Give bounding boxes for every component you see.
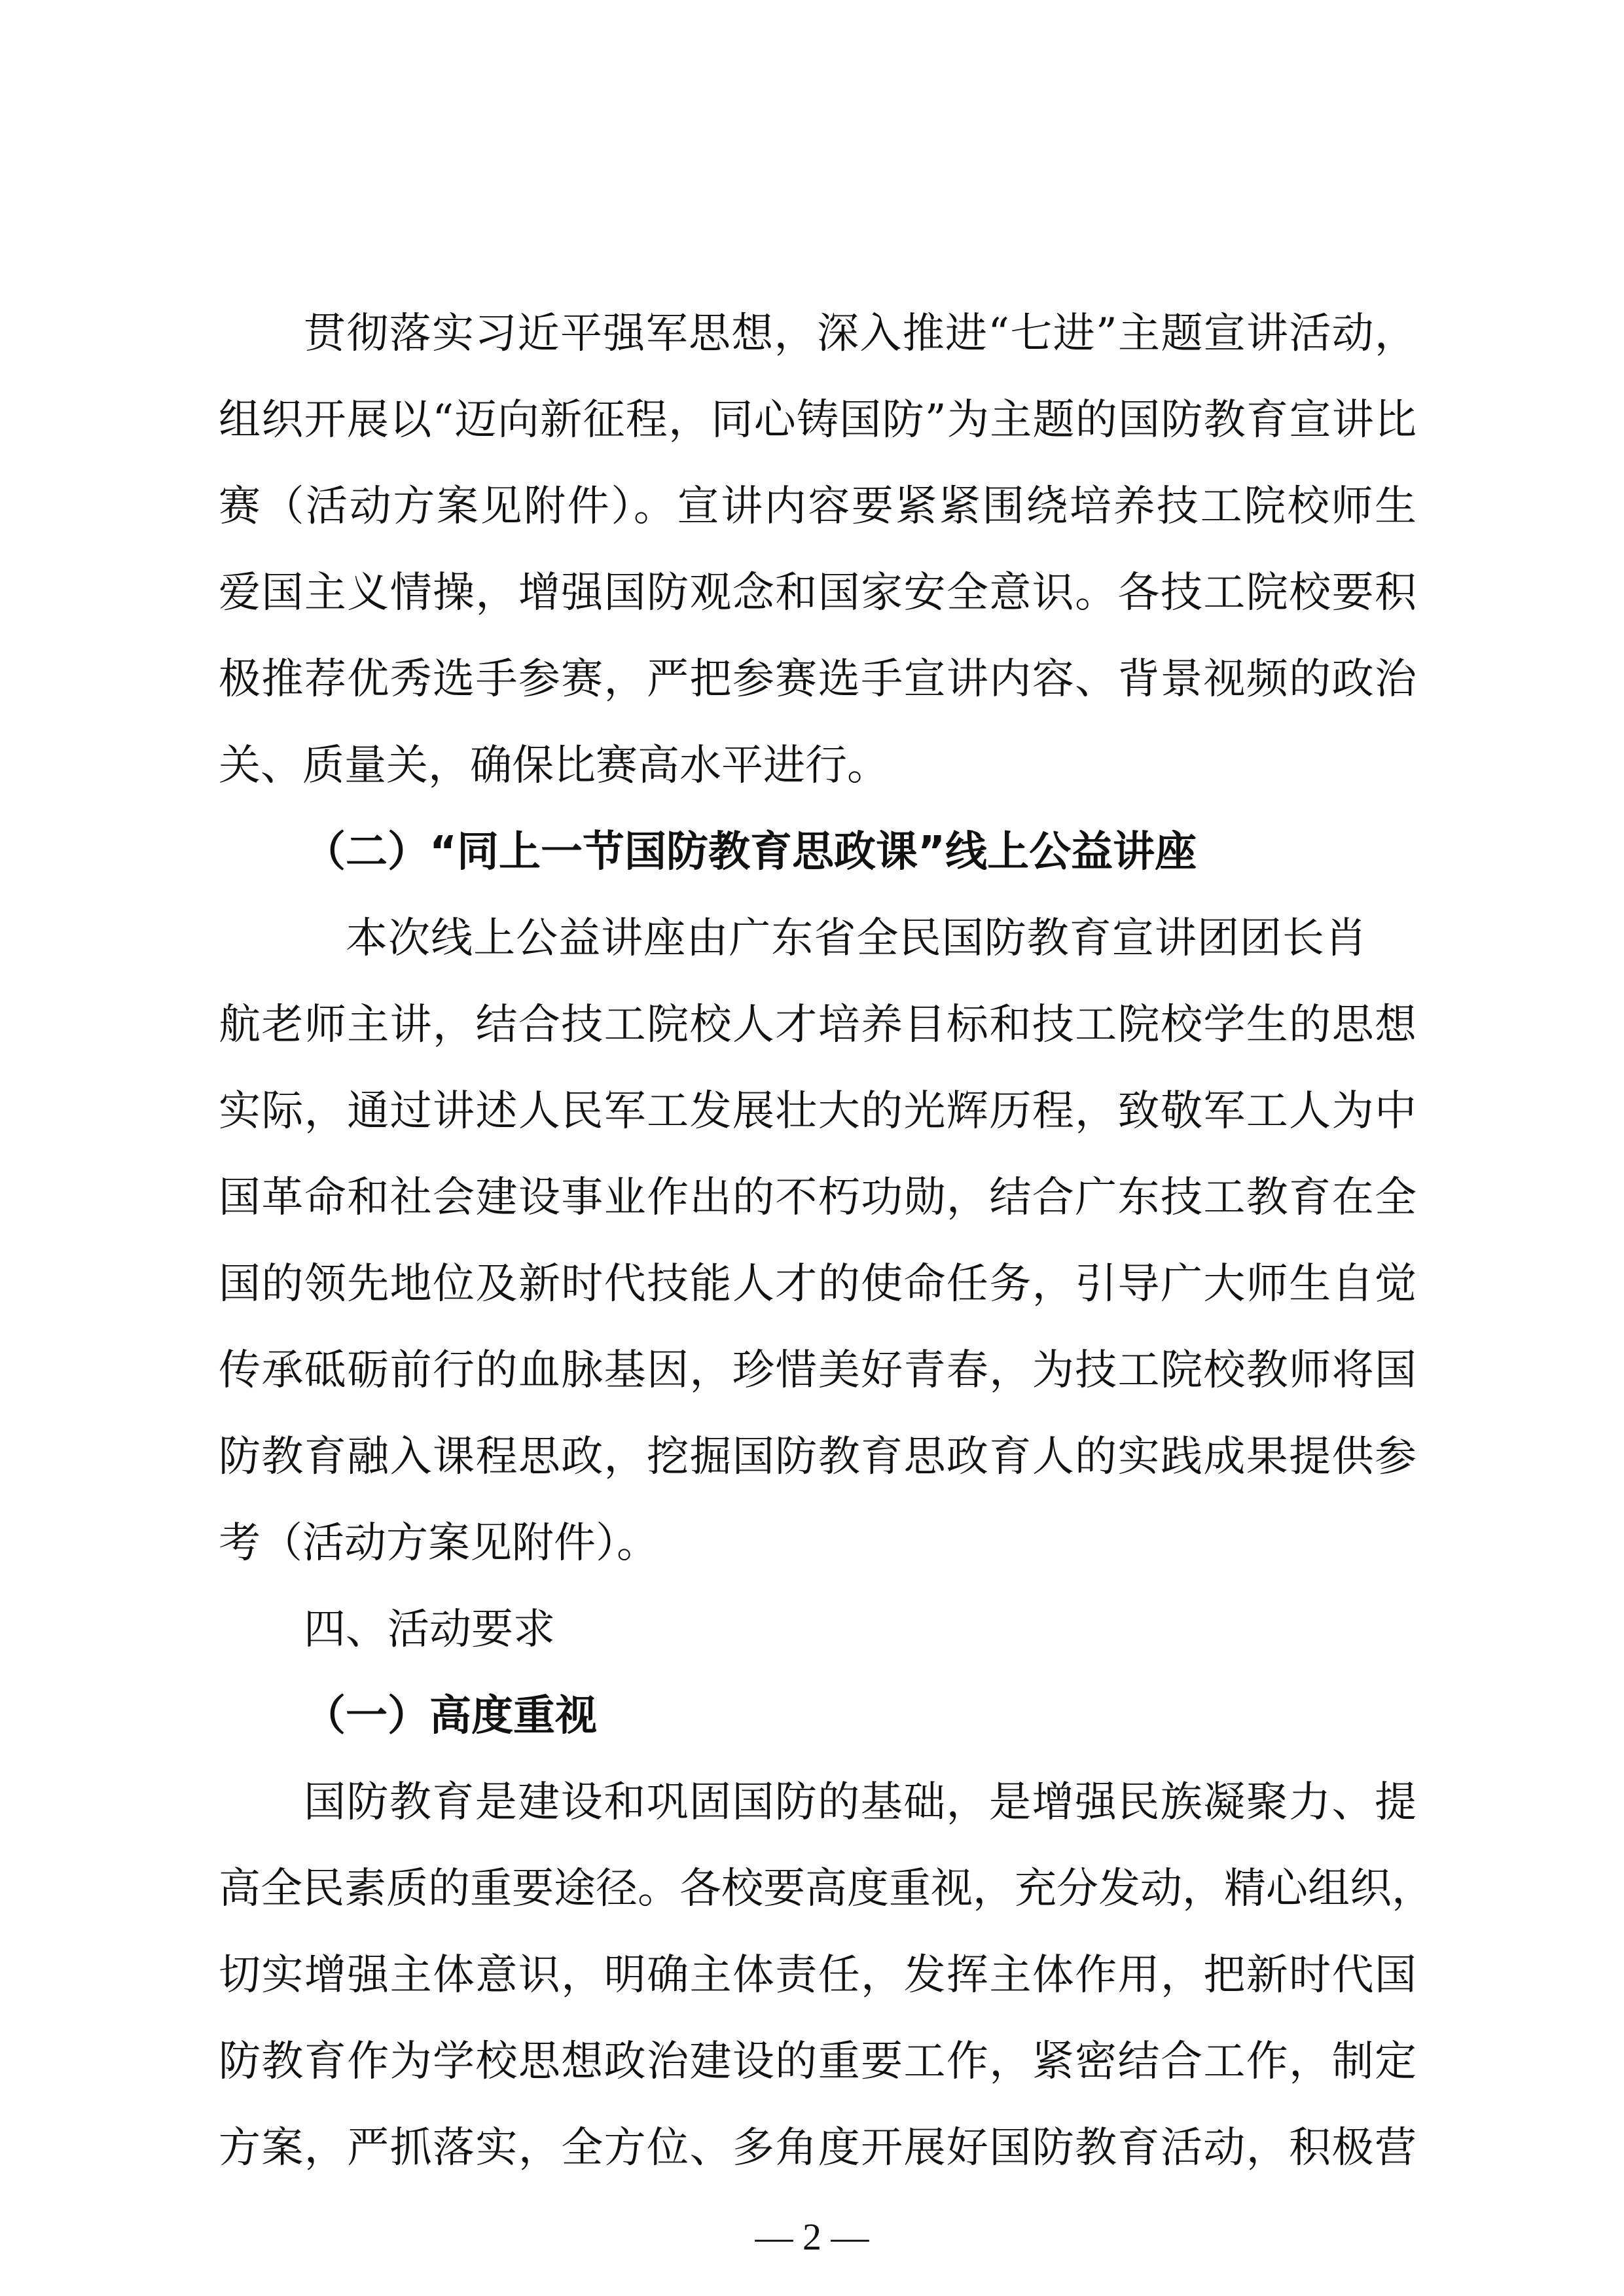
paragraph-line: 考（活动方案见附件）。 xyxy=(219,1519,659,1568)
paragraph-line: 组织开展以“迈向新征程，同心铸国防”为主题的国防教育宣讲比 xyxy=(219,396,1416,444)
paragraph-line: 本次线上公益讲座由广东省全民国防教育宣讲团团长肖 xyxy=(346,914,1367,963)
page-number: — 2 — xyxy=(755,2215,869,2258)
paragraph-line: 国防教育是建设和巩固国防的基础，是增强民族凝聚力、提 xyxy=(304,1778,1416,1827)
paragraph-line: 极推荐优秀选手参赛，严把参赛选手宣讲内容、背景视频的政治 xyxy=(219,655,1416,704)
paragraph-line: 航老师主讲，结合技工院校人才培养目标和技工院校学生的思想 xyxy=(219,1001,1416,1049)
paragraph-line: 赛（活动方案见附件）。宣讲内容要紧紧围绕培养技工院校师生 xyxy=(219,482,1416,531)
paragraph-line: 关、质量关，确保比赛高水平进行。 xyxy=(219,742,889,790)
section-heading-activity-requirements: 四、活动要求 xyxy=(304,1605,555,1654)
paragraph-line: 爱国主义情操，增强国防观念和国家安全意识。各技工院校要积 xyxy=(219,569,1416,617)
section-heading-online-lecture: （二）“同上一节国防教育思政课”线上公益讲座 xyxy=(304,828,1197,876)
paragraph-line: 传承砥砺前行的血脉基因，珍惜美好青春，为技工院校教师将国 xyxy=(219,1346,1416,1395)
paragraph-line: 高全民素质的重要途径。各校要高度重视，充分发动，精心组织， xyxy=(219,1865,1434,1913)
subsection-heading-high-attention: （一）高度重视 xyxy=(304,1692,597,1740)
paragraph-line: 防教育作为学校思想政治建设的重要工作，紧密结合工作，制定 xyxy=(219,2037,1416,2086)
paragraph-line: 切实增强主体意识，明确主体责任，发挥主体作用，把新时代国 xyxy=(219,1951,1416,2000)
paragraph-line: 国革命和社会建设事业作出的不朽功勋，结合广东技工教育在全 xyxy=(219,1174,1416,1222)
paragraph-line: 方案，严抓落实，全方位、多角度开展好国防教育活动，积极营 xyxy=(219,2124,1416,2172)
paragraph-line: 国的领先地位及新时代技能人才的使命任务，引导广大师生自觉 xyxy=(219,1260,1416,1308)
paragraph-line: 防教育融入课程思政，挖掘国防教育思政育人的实践成果提供参 xyxy=(219,1433,1416,1481)
paragraph-line: 实际，通过讲述人民军工发展壮大的光辉历程，致敬军工人为中 xyxy=(219,1087,1416,1136)
paragraph-line: 贯彻落实习近平强军思想，深入推进“七进”主题宣讲活动， xyxy=(304,310,1416,358)
